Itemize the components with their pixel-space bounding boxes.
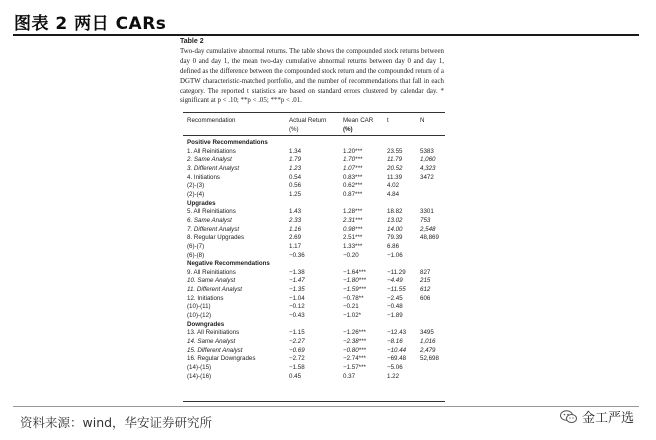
actual-return-cell: −0.12 [289, 303, 305, 311]
row-label: 2. Same Analyst [187, 156, 232, 164]
row-label: 13. All Reinitiations [187, 329, 240, 337]
n-cell: 606 [420, 294, 431, 302]
header-t: t [387, 117, 389, 124]
table-row [187, 173, 443, 182]
actual-return-cell: −0.43 [289, 312, 305, 319]
figure-title: 图表 2 两日 CARs [14, 14, 167, 34]
mean-car-cell: 2.31*** [343, 216, 363, 224]
table-row [187, 242, 443, 251]
n-cell: 2,548 [420, 225, 436, 233]
actual-return-cell: 1.23 [289, 165, 302, 172]
row-label: 3. Different Analyst [187, 165, 240, 172]
n-cell: 827 [420, 268, 431, 276]
brand-badge [560, 407, 634, 426]
n-cell: 215 [420, 277, 431, 285]
actual-return-cell: −0.69 [289, 346, 305, 354]
table-bottom-rule [183, 401, 445, 402]
table-row [187, 225, 443, 234]
t-stat-cell: 4.02 [387, 182, 400, 190]
row-label: (10)-(12) [187, 312, 212, 319]
mean-car-cell: 1.33*** [343, 242, 363, 250]
row-label: 12. Initiations [187, 294, 224, 302]
n-cell: 48,869 [420, 234, 439, 242]
mean-car-cell: 0.62*** [343, 182, 363, 190]
mean-car-cell: 2.51*** [343, 234, 363, 242]
header-mean-car [343, 116, 373, 134]
mean-car-cell: 1.07*** [343, 165, 363, 172]
table-section-header [187, 259, 443, 268]
actual-return-cell: −1.15 [289, 329, 305, 337]
row-label: (14)-(16) [187, 372, 212, 380]
actual-return-cell: 1.43 [289, 208, 302, 216]
row-label: 1. All Reinitiations [187, 147, 236, 155]
mean-car-cell: 1.28*** [343, 208, 363, 216]
mean-car-cell: 1.70*** [343, 156, 363, 164]
actual-return-cell: 1.79 [289, 156, 302, 164]
actual-return-cell: −1.47 [289, 277, 305, 285]
actual-return-cell: −1.35 [289, 286, 305, 294]
header-mean-car-label: Mean CAR [343, 117, 374, 124]
table-top-rule [183, 112, 445, 113]
row-label: 16. Regular Downgrades [187, 355, 256, 363]
mean-car-cell: −1.59*** [343, 286, 366, 294]
row-label: 14. Same Analyst [187, 337, 236, 345]
actual-return-cell: 1.25 [289, 190, 302, 198]
table-row [187, 155, 443, 164]
t-stat-cell: 79.39 [387, 234, 403, 242]
n-cell: 52,698 [420, 355, 439, 363]
mean-car-cell: −2.74*** [343, 355, 366, 363]
title-divider [13, 34, 639, 36]
mean-car-cell: −1.64*** [343, 268, 366, 276]
table-row [187, 276, 443, 285]
t-stat-cell: 4.84 [387, 190, 400, 198]
t-stat-cell: 18.82 [387, 208, 403, 216]
row-label: 15. Different Analyst [187, 346, 243, 354]
row-label: (2)-(4) [187, 190, 205, 198]
actual-return-cell: −0.36 [289, 251, 305, 259]
n-cell: 3472 [420, 173, 434, 181]
actual-return-cell: 1.34 [289, 147, 302, 155]
mean-car-cell: −1.57*** [343, 363, 366, 371]
mean-car-cell: −0.80*** [343, 346, 366, 354]
row-label: 10. Same Analyst [187, 277, 236, 285]
footer-divider [13, 406, 639, 407]
actual-return-cell: 2.33 [289, 216, 302, 224]
t-stat-cell: −12.43 [387, 329, 407, 337]
wechat-icon [560, 410, 578, 424]
n-cell: 3301 [420, 208, 434, 216]
t-stat-cell: −11.55 [387, 286, 406, 294]
t-stat-cell: −2.45 [387, 294, 403, 302]
t-stat-cell: −1.06 [387, 251, 403, 259]
table-row [187, 190, 443, 199]
actual-return-cell: 1.17 [289, 242, 302, 250]
table-section-header [187, 320, 443, 329]
actual-return-cell: −1.58 [289, 363, 305, 371]
section-label: Downgrades [187, 320, 225, 328]
t-stat-cell: 1.22 [387, 372, 400, 380]
row-label: (6)-(7) [187, 242, 205, 250]
actual-return-cell: 0.56 [289, 182, 302, 190]
table-row [187, 302, 443, 311]
actual-return-cell: 1.16 [289, 225, 302, 233]
actual-return-cell: −2.72 [289, 355, 305, 363]
table-row [187, 207, 443, 216]
mean-car-cell: 0.87*** [343, 190, 363, 198]
row-label: (2)-(3) [187, 182, 205, 190]
row-label: 5. All Reinitiations [187, 208, 236, 216]
mean-car-cell: −0.21 [343, 303, 359, 311]
header-actual-return-label: Actual Return [289, 117, 327, 124]
t-stat-cell: −1.89 [387, 312, 403, 319]
actual-return-cell: 0.54 [289, 173, 302, 181]
section-label: Negative Recommendations [187, 260, 270, 268]
source-note: 资料来源：wind，华安证券研究所 [20, 415, 213, 430]
actual-return-cell: 2.69 [289, 234, 302, 242]
actual-return-cell: 0.45 [289, 372, 302, 380]
row-label: (6)-(8) [187, 251, 205, 259]
row-label: (10)-(11) [187, 303, 211, 311]
mean-car-cell: 0.37 [343, 372, 356, 380]
n-cell: 3495 [420, 329, 434, 337]
n-cell: 612 [420, 286, 431, 294]
mean-car-cell: −1.80*** [343, 277, 366, 285]
header-actual-return [289, 116, 327, 134]
row-label: (14)-(15) [187, 363, 212, 371]
row-label: 7. Different Analyst [187, 225, 240, 233]
t-stat-cell: 14.00 [387, 225, 403, 233]
mean-car-cell: 0.83*** [343, 173, 363, 181]
n-cell: 4,323 [420, 165, 436, 172]
mean-car-cell: −1.02* [343, 312, 362, 319]
row-label: 4. Initiations [187, 173, 221, 181]
n-cell: 5383 [420, 147, 434, 155]
n-cell: 1,060 [420, 156, 436, 164]
t-stat-cell: 23.55 [387, 147, 403, 155]
row-label: 11. Different Analyst [187, 286, 243, 294]
mean-car-cell: −1.26*** [343, 329, 366, 337]
table-label: Table 2 [180, 38, 204, 45]
table-row [187, 337, 443, 346]
actual-return-cell: −2.27 [289, 337, 305, 345]
table-row [187, 354, 443, 363]
n-cell: 753 [420, 216, 431, 224]
t-stat-cell: −4.49 [387, 277, 403, 285]
section-label: Positive Recommendations [187, 139, 268, 146]
actual-return-cell: −1.38 [289, 268, 305, 276]
t-stat-cell: −0.48 [387, 303, 403, 311]
t-stat-cell: −11.29 [387, 268, 406, 276]
header-recommendation: Recommendation [187, 117, 236, 124]
mean-car-cell: −0.20 [343, 251, 359, 259]
table-section-header [187, 138, 443, 147]
t-stat-cell: −8.16 [387, 337, 403, 345]
mean-car-cell: −2.38*** [343, 337, 366, 345]
mean-car-cell: 1.20*** [343, 147, 363, 155]
header-n: N [420, 117, 425, 124]
table-caption [180, 37, 444, 106]
t-stat-cell: 13.02 [387, 216, 403, 224]
header-actual-return-unit: (%) [289, 126, 299, 133]
t-stat-cell: −10.44 [387, 346, 407, 354]
row-label: 8. Regular Upgrades [187, 234, 245, 242]
actual-return-cell: −1.04 [289, 294, 305, 302]
t-stat-cell: −5.06 [387, 363, 403, 371]
header-mean-car-unit: (%) [343, 126, 353, 133]
row-label: 6. Same Analyst [187, 216, 232, 224]
t-stat-cell: 11.39 [387, 173, 403, 181]
n-cell: 2,479 [420, 346, 436, 354]
n-cell: 1,016 [420, 337, 436, 345]
row-label: 9. All Reinitiations [187, 268, 236, 276]
t-stat-cell: 11.79 [387, 156, 403, 164]
mean-car-cell: −0.78** [343, 294, 364, 302]
caption-text: Two-day cumulative abnormal returns. The table shows the compounded stock returns between day 0 and day 1, the mean two-day cumulative abnormal returns between day 0 and day 1, defined as the difference between the compounded stock return and the compounded return of a DGTW characteristic-matched portfolio, and the number of recommendations that fall in each category. The reported t statistics are based on standard errors clustered by calendar day. * significant at p < .10; **p < .05; ***p < .01. [180, 47, 444, 105]
table-row [187, 372, 443, 381]
t-stat-cell: −69.48 [387, 355, 407, 363]
brand-name: 金工严选 [582, 411, 635, 426]
section-label: Upgrades [187, 199, 216, 207]
t-stat-cell: 6.86 [387, 242, 400, 250]
table-header-rule [183, 135, 445, 136]
t-stat-cell: 20.52 [387, 165, 403, 172]
mean-car-cell: 0.98*** [343, 225, 363, 233]
